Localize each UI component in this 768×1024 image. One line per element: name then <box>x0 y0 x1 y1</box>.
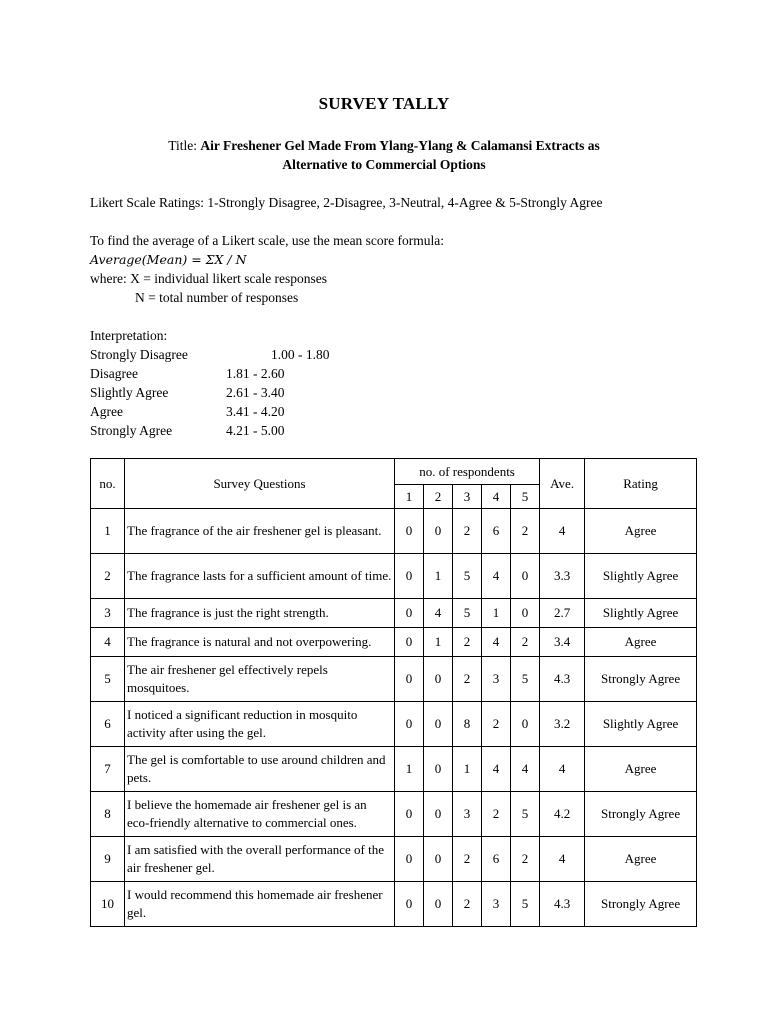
row-question: I believe the homemade air freshener gel is an eco-friendly alternative to commercial ones. <box>125 792 395 837</box>
count-scale-1: 0 <box>395 509 424 554</box>
row-number: 4 <box>91 628 125 657</box>
count-scale-4: 6 <box>482 837 511 882</box>
count-scale-3: 5 <box>453 599 482 628</box>
header-rating: Rating <box>585 459 697 509</box>
count-scale-5: 5 <box>511 882 540 927</box>
row-rating: Agree <box>585 837 697 882</box>
count-scale-2: 0 <box>424 792 453 837</box>
row-average: 4 <box>540 747 585 792</box>
count-scale-4: 2 <box>482 792 511 837</box>
count-scale-2: 4 <box>424 599 453 628</box>
row-rating: Slightly Agree <box>585 554 697 599</box>
count-scale-4: 2 <box>482 702 511 747</box>
interpretation-range: 2.61 - 3.40 <box>226 385 285 400</box>
interpretation-label: Disagree <box>90 366 138 381</box>
row-number: 7 <box>91 747 125 792</box>
formula-intro: To find the average of a Likert scale, use the mean score formula: <box>90 233 445 248</box>
count-scale-1: 0 <box>395 792 424 837</box>
row-rating: Agree <box>585 747 697 792</box>
survey-title-prefix: Title: <box>168 138 201 153</box>
row-rating: Slightly Agree <box>585 599 697 628</box>
interpretation-label: Agree <box>90 404 123 419</box>
row-average: 4.3 <box>540 882 585 927</box>
count-scale-4: 4 <box>482 628 511 657</box>
count-scale-2: 1 <box>424 628 453 657</box>
row-average: 2.7 <box>540 599 585 628</box>
survey-tally-table <box>90 458 697 927</box>
header-scale-4: 4 <box>482 485 511 509</box>
table-row <box>91 509 697 554</box>
row-number: 10 <box>91 882 125 927</box>
table-row <box>91 882 697 927</box>
count-scale-4: 4 <box>482 747 511 792</box>
interpretation-range: 1.00 - 1.80 <box>271 347 330 362</box>
likert-scale-line: Likert Scale Ratings: 1-Strongly Disagree, 2-Disagree, 3-Neutral, 4-Agree & 5-Strongly Agree <box>90 195 603 210</box>
row-average: 4.2 <box>540 792 585 837</box>
count-scale-1: 0 <box>395 837 424 882</box>
row-number: 1 <box>91 509 125 554</box>
table-row <box>91 702 697 747</box>
row-average: 3.4 <box>540 628 585 657</box>
table-row <box>91 599 697 628</box>
row-average: 4 <box>540 509 585 554</box>
row-number: 2 <box>91 554 125 599</box>
count-scale-3: 2 <box>453 882 482 927</box>
table-row <box>91 554 697 599</box>
row-average: 4 <box>540 837 585 882</box>
interpretation-range: 4.21 - 5.00 <box>226 423 285 438</box>
header-scale-2: 2 <box>424 485 453 509</box>
row-rating: Agree <box>585 628 697 657</box>
count-scale-4: 3 <box>482 657 511 702</box>
count-scale-2: 0 <box>424 882 453 927</box>
row-question: I noticed a significant reduction in mosquito activity after using the gel. <box>125 702 395 747</box>
row-average: 3.3 <box>540 554 585 599</box>
table-row <box>91 747 697 792</box>
table-row <box>91 657 697 702</box>
count-scale-3: 3 <box>453 792 482 837</box>
count-scale-1: 0 <box>395 882 424 927</box>
count-scale-5: 2 <box>511 628 540 657</box>
row-rating: Strongly Agree <box>585 657 697 702</box>
count-scale-2: 0 <box>424 509 453 554</box>
count-scale-1: 1 <box>395 747 424 792</box>
header-no: no. <box>91 459 125 509</box>
row-number: 8 <box>91 792 125 837</box>
count-scale-3: 2 <box>453 628 482 657</box>
row-rating: Strongly Agree <box>585 792 697 837</box>
row-rating: Slightly Agree <box>585 702 697 747</box>
count-scale-2: 1 <box>424 554 453 599</box>
row-question: The fragrance is natural and not overpowering. <box>125 628 395 657</box>
count-scale-3: 8 <box>453 702 482 747</box>
count-scale-3: 2 <box>453 509 482 554</box>
count-scale-5: 5 <box>511 792 540 837</box>
header-scale-3: 3 <box>453 485 482 509</box>
count-scale-1: 0 <box>395 599 424 628</box>
count-scale-2: 0 <box>424 702 453 747</box>
count-scale-5: 2 <box>511 509 540 554</box>
header-survey-questions: Survey Questions <box>125 459 395 509</box>
count-scale-5: 5 <box>511 657 540 702</box>
row-number: 5 <box>91 657 125 702</box>
header-scale-5: 5 <box>511 485 540 509</box>
interpretation-label: Slightly Agree <box>90 385 169 400</box>
row-rating: Strongly Agree <box>585 882 697 927</box>
survey-title-line1: Air Freshener Gel Made From Ylang-Ylang & Calamansi Extracts as <box>200 138 600 153</box>
count-scale-1: 0 <box>395 554 424 599</box>
interpretation-range: 3.41 - 4.20 <box>226 404 285 419</box>
table-row <box>91 837 697 882</box>
count-scale-2: 0 <box>424 837 453 882</box>
count-scale-2: 0 <box>424 657 453 702</box>
count-scale-4: 6 <box>482 509 511 554</box>
survey-title-line2: Alternative to Commercial Options <box>282 157 486 172</box>
count-scale-3: 2 <box>453 657 482 702</box>
count-scale-3: 5 <box>453 554 482 599</box>
row-rating: Agree <box>585 509 697 554</box>
count-scale-2: 0 <box>424 747 453 792</box>
row-question: The fragrance of the air freshener gel is pleasant. <box>125 509 395 554</box>
survey-title <box>120 136 648 174</box>
count-scale-4: 1 <box>482 599 511 628</box>
count-scale-5: 2 <box>511 837 540 882</box>
header-scale-1: 1 <box>395 485 424 509</box>
formula-expression: Average(Mean) = ΣX / N <box>90 252 247 267</box>
document-title: SURVEY TALLY <box>318 94 450 113</box>
count-scale-5: 0 <box>511 554 540 599</box>
row-question: The fragrance lasts for a sufficient amount of time. <box>125 554 395 599</box>
count-scale-5: 0 <box>511 599 540 628</box>
formula-where-n: N = total number of responses <box>135 290 299 305</box>
table-row <box>91 628 697 657</box>
row-average: 4.3 <box>540 657 585 702</box>
row-average: 3.2 <box>540 702 585 747</box>
row-question: The fragrance is just the right strength. <box>125 599 395 628</box>
table-row <box>91 792 697 837</box>
count-scale-5: 4 <box>511 747 540 792</box>
row-question: I am satisfied with the overall performance of the air freshener gel. <box>125 837 395 882</box>
row-number: 3 <box>91 599 125 628</box>
count-scale-1: 0 <box>395 657 424 702</box>
interpretation-range: 1.81 - 2.60 <box>226 366 285 381</box>
header-no-of-respondents: no. of respondents <box>395 459 540 485</box>
count-scale-1: 0 <box>395 628 424 657</box>
count-scale-3: 1 <box>453 747 482 792</box>
count-scale-4: 3 <box>482 882 511 927</box>
interpretation-label: Strongly Agree <box>90 423 173 438</box>
row-number: 9 <box>91 837 125 882</box>
count-scale-4: 4 <box>482 554 511 599</box>
row-number: 6 <box>91 702 125 747</box>
count-scale-5: 0 <box>511 702 540 747</box>
row-question: The air freshener gel effectively repels mosquitoes. <box>125 657 395 702</box>
count-scale-3: 2 <box>453 837 482 882</box>
formula-where-x: where: X = individual likert scale responses <box>90 271 328 286</box>
row-question: The gel is comfortable to use around children and pets. <box>125 747 395 792</box>
count-scale-1: 0 <box>395 702 424 747</box>
header-average: Ave. <box>540 459 585 509</box>
interpretation-heading: Interpretation: <box>90 328 168 343</box>
row-question: I would recommend this homemade air freshener gel. <box>125 882 395 927</box>
interpretation-label: Strongly Disagree <box>90 347 188 362</box>
